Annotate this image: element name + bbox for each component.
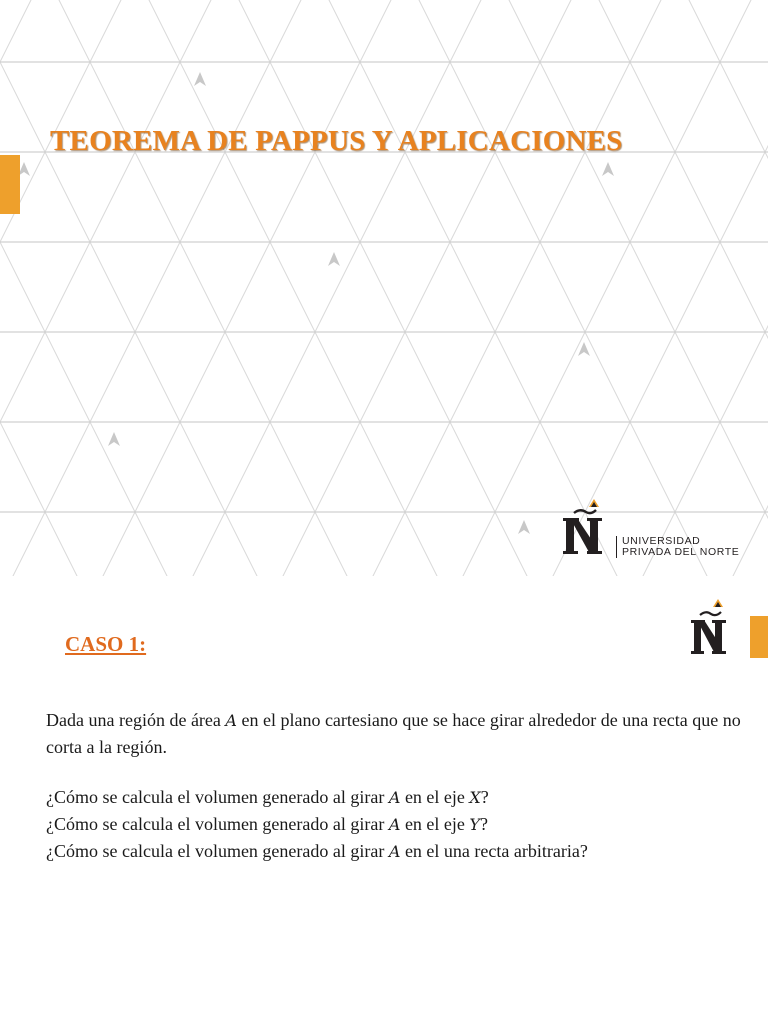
pattern-arrow-mark xyxy=(328,252,340,266)
slide-title: TEOREMA DE PAPPUS Y APLICACIONES xyxy=(50,125,623,157)
question-item: ¿Cómo se calcula el volumen generado al girar A en el eje Y? xyxy=(46,814,488,834)
area-variable: A xyxy=(225,711,237,730)
pattern-arrow-mark xyxy=(108,432,120,446)
university-logo xyxy=(560,498,760,560)
side-accent-bar xyxy=(750,616,768,658)
case-title: CASO 1: xyxy=(65,632,147,656)
question-item: ¿Cómo se calcula el volumen generado al girar A en el eje X? xyxy=(46,787,489,807)
university-name-line1: UNIVERSIDAD xyxy=(622,535,701,547)
problem-statement xyxy=(46,707,746,760)
question-list xyxy=(46,784,588,865)
question-item: ¿Cómo se calcula el volumen generado al girar A en el una recta arbitraria? xyxy=(46,841,588,861)
upn-n-logo-icon xyxy=(688,598,736,658)
title-accent-bar xyxy=(0,155,20,214)
university-name xyxy=(616,536,739,558)
statement-text-2: en el plano cartesiano que se hace girar alrededor de una recta que no corta a la región. xyxy=(46,710,741,757)
pattern-arrow-mark xyxy=(194,72,206,86)
pattern-arrow-mark xyxy=(578,342,590,356)
university-name-line2: PRIVADA DEL NORTE xyxy=(622,546,740,558)
statement-text-1: Dada una región de área xyxy=(46,710,226,730)
pattern-arrow-mark xyxy=(518,520,530,534)
pattern-arrow-mark xyxy=(602,162,614,176)
upn-n-logo-icon xyxy=(560,498,616,560)
content-slide xyxy=(0,576,768,1024)
